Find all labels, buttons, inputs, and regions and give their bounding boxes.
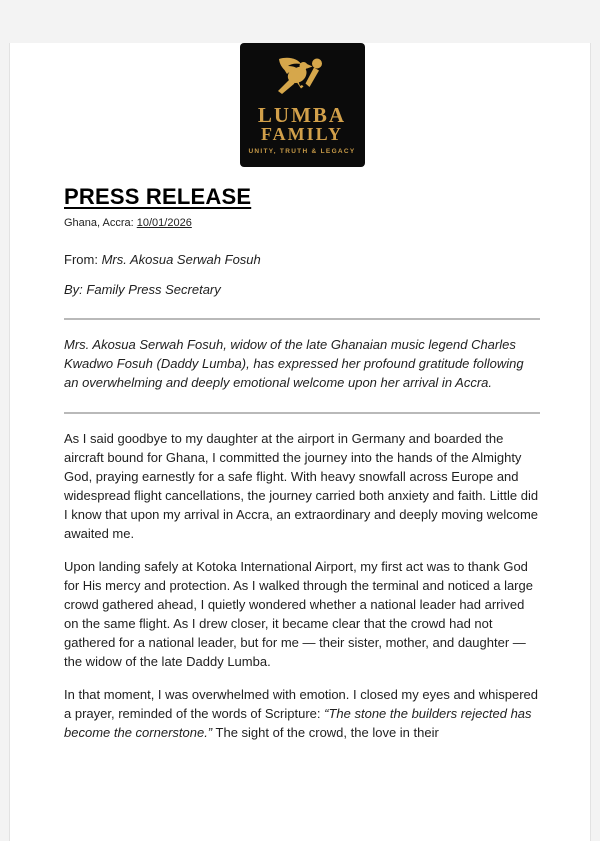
dateline-location: Ghana, Accra: (64, 217, 137, 229)
dateline-date: 10/01/2026 (136, 217, 192, 229)
logo-name-line2: FAMILY (260, 124, 343, 144)
paragraph3-text-after-quote: The sight of the crowd, the love in their (212, 725, 439, 740)
lumba-family-logo (240, 43, 365, 167)
press-release-document (9, 43, 591, 841)
from-label: From: (64, 252, 102, 267)
body-paragraph-2: Upon landing safely at Kotoka International Airport, my first act was to thank God for His mercy and protection. As I walked through the terminal and noticed a large crowd gathered ahead, I quietly wondered whether a national leader had arrived on the same flight. As I drew closer, it became clear that the crowd had not gathered for a national leader, but for me — their sister, mother, and daughter — the widow of the late Daddy Lumba. (64, 559, 533, 669)
lead-summary-paragraph: Mrs. Akosua Serwah Fosuh, widow of the late Ghanaian music legend Charles Kwadwo Fosuh (Daddy Lumba), has expressed her profound gratitude following an overwhelming and deeply emotional welcome upon her arrival in Accra. (64, 337, 524, 390)
press-release-title: PRESS RELEASE (64, 184, 252, 209)
logo-tagline: UNITY, TRUTH & LEGACY (248, 148, 356, 155)
logo-name-line1: LUMBA (257, 103, 347, 127)
body-paragraph-1: As I said goodbye to my daughter at the airport in Germany and boarded the aircraft bound for Ghana, I committed the journey into the hands of the Almighty God, praying earnestly for a safe flight. With heavy snowfall across Europe and widespread flight cancellations, the journey carried both anxiety and faith. Little did I know that upon my arrival in Accra, an extraordinary and deeply moving welcome awaited me. (64, 431, 539, 541)
dateline (64, 217, 540, 229)
horizontal-rule-top (64, 318, 540, 320)
scripture-quote: “The stone the builders rejected has become the cornerstone.” (64, 706, 532, 740)
byline: By: Family Press Secretary (64, 282, 221, 297)
paragraph3-text-before-quote: In that moment, I was overwhelmed with emotion. I closed my eyes and whispered a prayer, reminded of the words of Scripture: (64, 687, 538, 721)
horizontal-rule-bottom (64, 412, 540, 414)
from-name: Mrs. Akosua Serwah Fosuh (101, 252, 261, 267)
dove-with-microphone-icon (269, 55, 335, 105)
from-line (64, 252, 540, 267)
body-paragraph-3 (64, 685, 540, 742)
